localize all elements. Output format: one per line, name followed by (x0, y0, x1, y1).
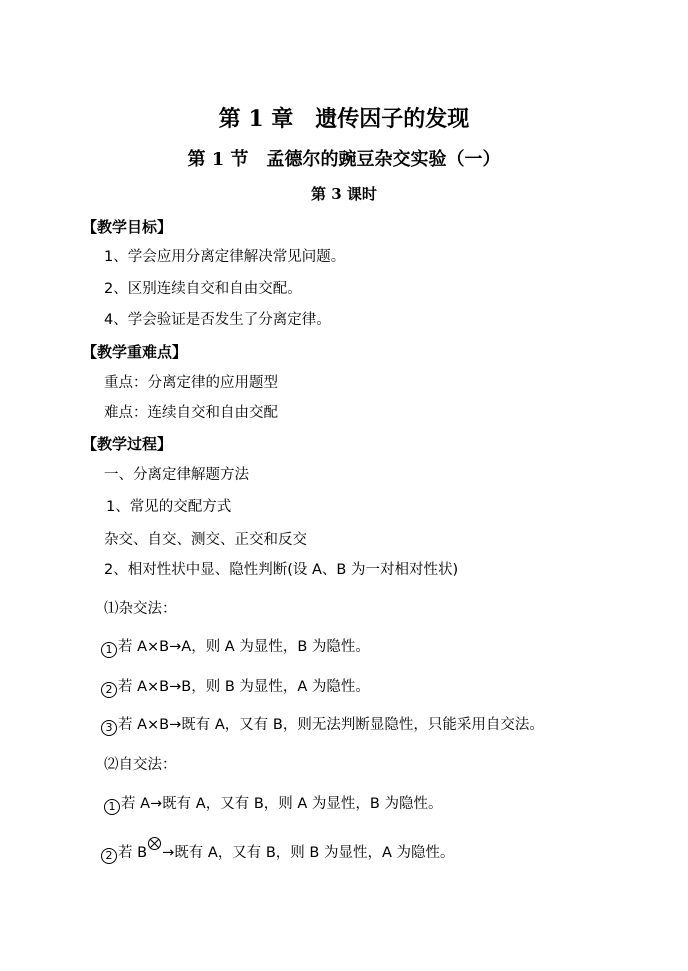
key-point-focus: 重点：分离定律的应用题型 (104, 375, 278, 391)
objectives-heading: 【教学目标】 (82, 218, 173, 236)
selfing-item-1-text: 若 A→既有 A，又有 B，则 A 为显性，B 为隐性。 (121, 796, 443, 812)
circled-number-2: 2 (101, 682, 117, 698)
circled-number-1: 1 (101, 642, 117, 658)
process-sub-2: 2、相对性状中显、隐性判断(设 A、B 为一对相对性状) (104, 562, 459, 578)
process-section-1: 一、分离定律解题方法 (104, 467, 249, 483)
circled-number-2: 2 (101, 848, 117, 864)
hybrid-item-3 (101, 718, 544, 736)
hybrid-item-2-text: 若 A×B→B，则 B 为显性，A 为隐性。 (118, 679, 370, 695)
selfing-item-2-text: →既有 A，又有 B，则 B 为显性，A 为隐性。 (162, 845, 455, 861)
objective-item-1: 1、学会应用分离定律解决常见问题。 (104, 249, 346, 265)
selfing-cross-icon (148, 837, 161, 850)
hybrid-item-1-text: 若 A×B→A，则 A 为显性，B 为隐性。 (118, 639, 370, 655)
section-title: 第 1 节 孟德尔的豌豆杂交实验（一） (187, 149, 501, 170)
circled-number-3: 3 (101, 720, 117, 736)
key-points-heading: 【教学重难点】 (82, 343, 188, 361)
objective-item-2: 2、区别连续自交和自由交配。 (104, 281, 302, 297)
key-point-difficulty: 难点：连续自交和自由交配 (104, 405, 278, 421)
mating-types: 杂交、自交、测交、正交和反交 (104, 532, 307, 548)
lesson-period: 第 3 课时 (311, 185, 377, 203)
hybrid-item-1 (101, 640, 370, 658)
selfing-item-1 (104, 797, 442, 815)
process-heading: 【教学过程】 (82, 435, 173, 453)
hybrid-item-2 (101, 680, 370, 698)
selfing-item-2-prefix: 若 B (118, 845, 148, 861)
chapter-title: 第 1 章 遗传因子的发现 (218, 106, 470, 132)
circled-number-1: 1 (104, 799, 120, 815)
selfing-item-2 (101, 837, 455, 864)
hybrid-item-3-text: 若 A×B→既有 A，又有 B，则无法判断显隐性，只能采用自交法。 (118, 717, 544, 733)
selfing-method-label: ⑵自交法： (104, 757, 177, 773)
objective-item-3: 4、学会验证是否发生了分离定律。 (104, 312, 331, 328)
process-sub-1: 1、常见的交配方式 (106, 499, 232, 515)
hybrid-method-label: ⑴杂交法： (104, 601, 177, 617)
